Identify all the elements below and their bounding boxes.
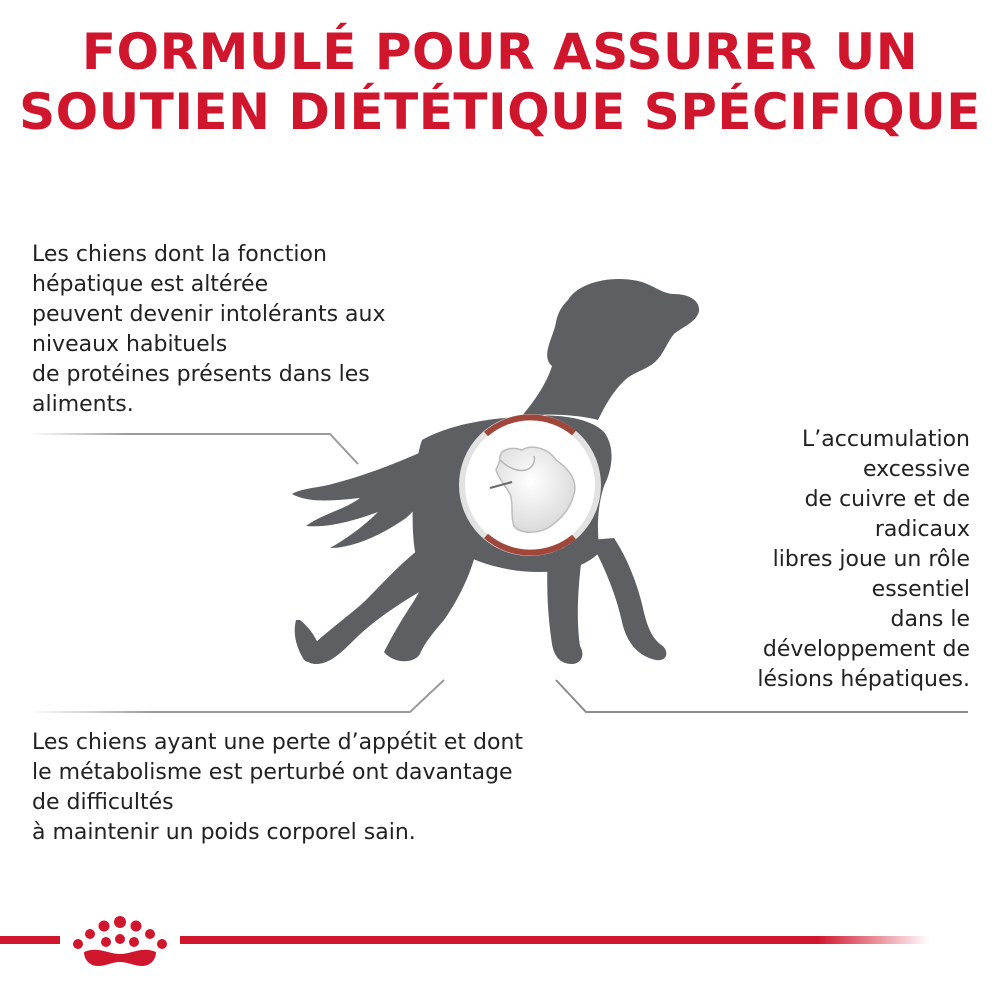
callout-line: aliments. <box>32 392 134 417</box>
footer-bar-right <box>180 936 930 944</box>
callout-line: Les chiens dont la fonction <box>32 242 327 267</box>
crown-logo-icon <box>64 912 176 972</box>
callout-line: dans le <box>890 607 970 632</box>
connector-top-left <box>30 434 358 464</box>
callout-line: de protéines présents dans les <box>32 362 370 387</box>
callout-line: niveaux habituels <box>32 332 228 357</box>
callout-line: peuvent devenir intolérants aux <box>32 302 386 327</box>
headline-line-1: FORMULÉ POUR ASSURER UN <box>81 23 919 81</box>
callout-line: radicaux <box>874 517 970 542</box>
callout-line: à maintenir un poids corporel sain. <box>32 820 416 845</box>
callout-line: lésions hépatiques. <box>757 667 970 692</box>
callout-line: de cuivre et de <box>804 487 970 512</box>
callout-line: de difficultés <box>32 790 174 815</box>
callout-line: développement de <box>762 637 970 662</box>
callout-line: excessive <box>862 457 970 482</box>
footer-bar-left <box>0 936 60 944</box>
connector-bottom-left <box>30 680 444 712</box>
callout-line: essentiel <box>871 577 970 602</box>
headline-line-2: SOUTIEN DIÉTÉTIQUE SPÉCIFIQUE <box>19 83 981 141</box>
callout-line: L’accumulation <box>802 427 970 452</box>
callout-line: Les chiens ayant une perte d’appétit et dont <box>32 730 524 755</box>
callout-line: libres joue un rôle <box>772 547 970 572</box>
connector-right <box>556 680 968 712</box>
liver-icon <box>462 417 598 553</box>
callout-line: le métabolisme est perturbé ont davantage <box>32 760 513 785</box>
callout-line: hépatique est altérée <box>32 272 269 297</box>
